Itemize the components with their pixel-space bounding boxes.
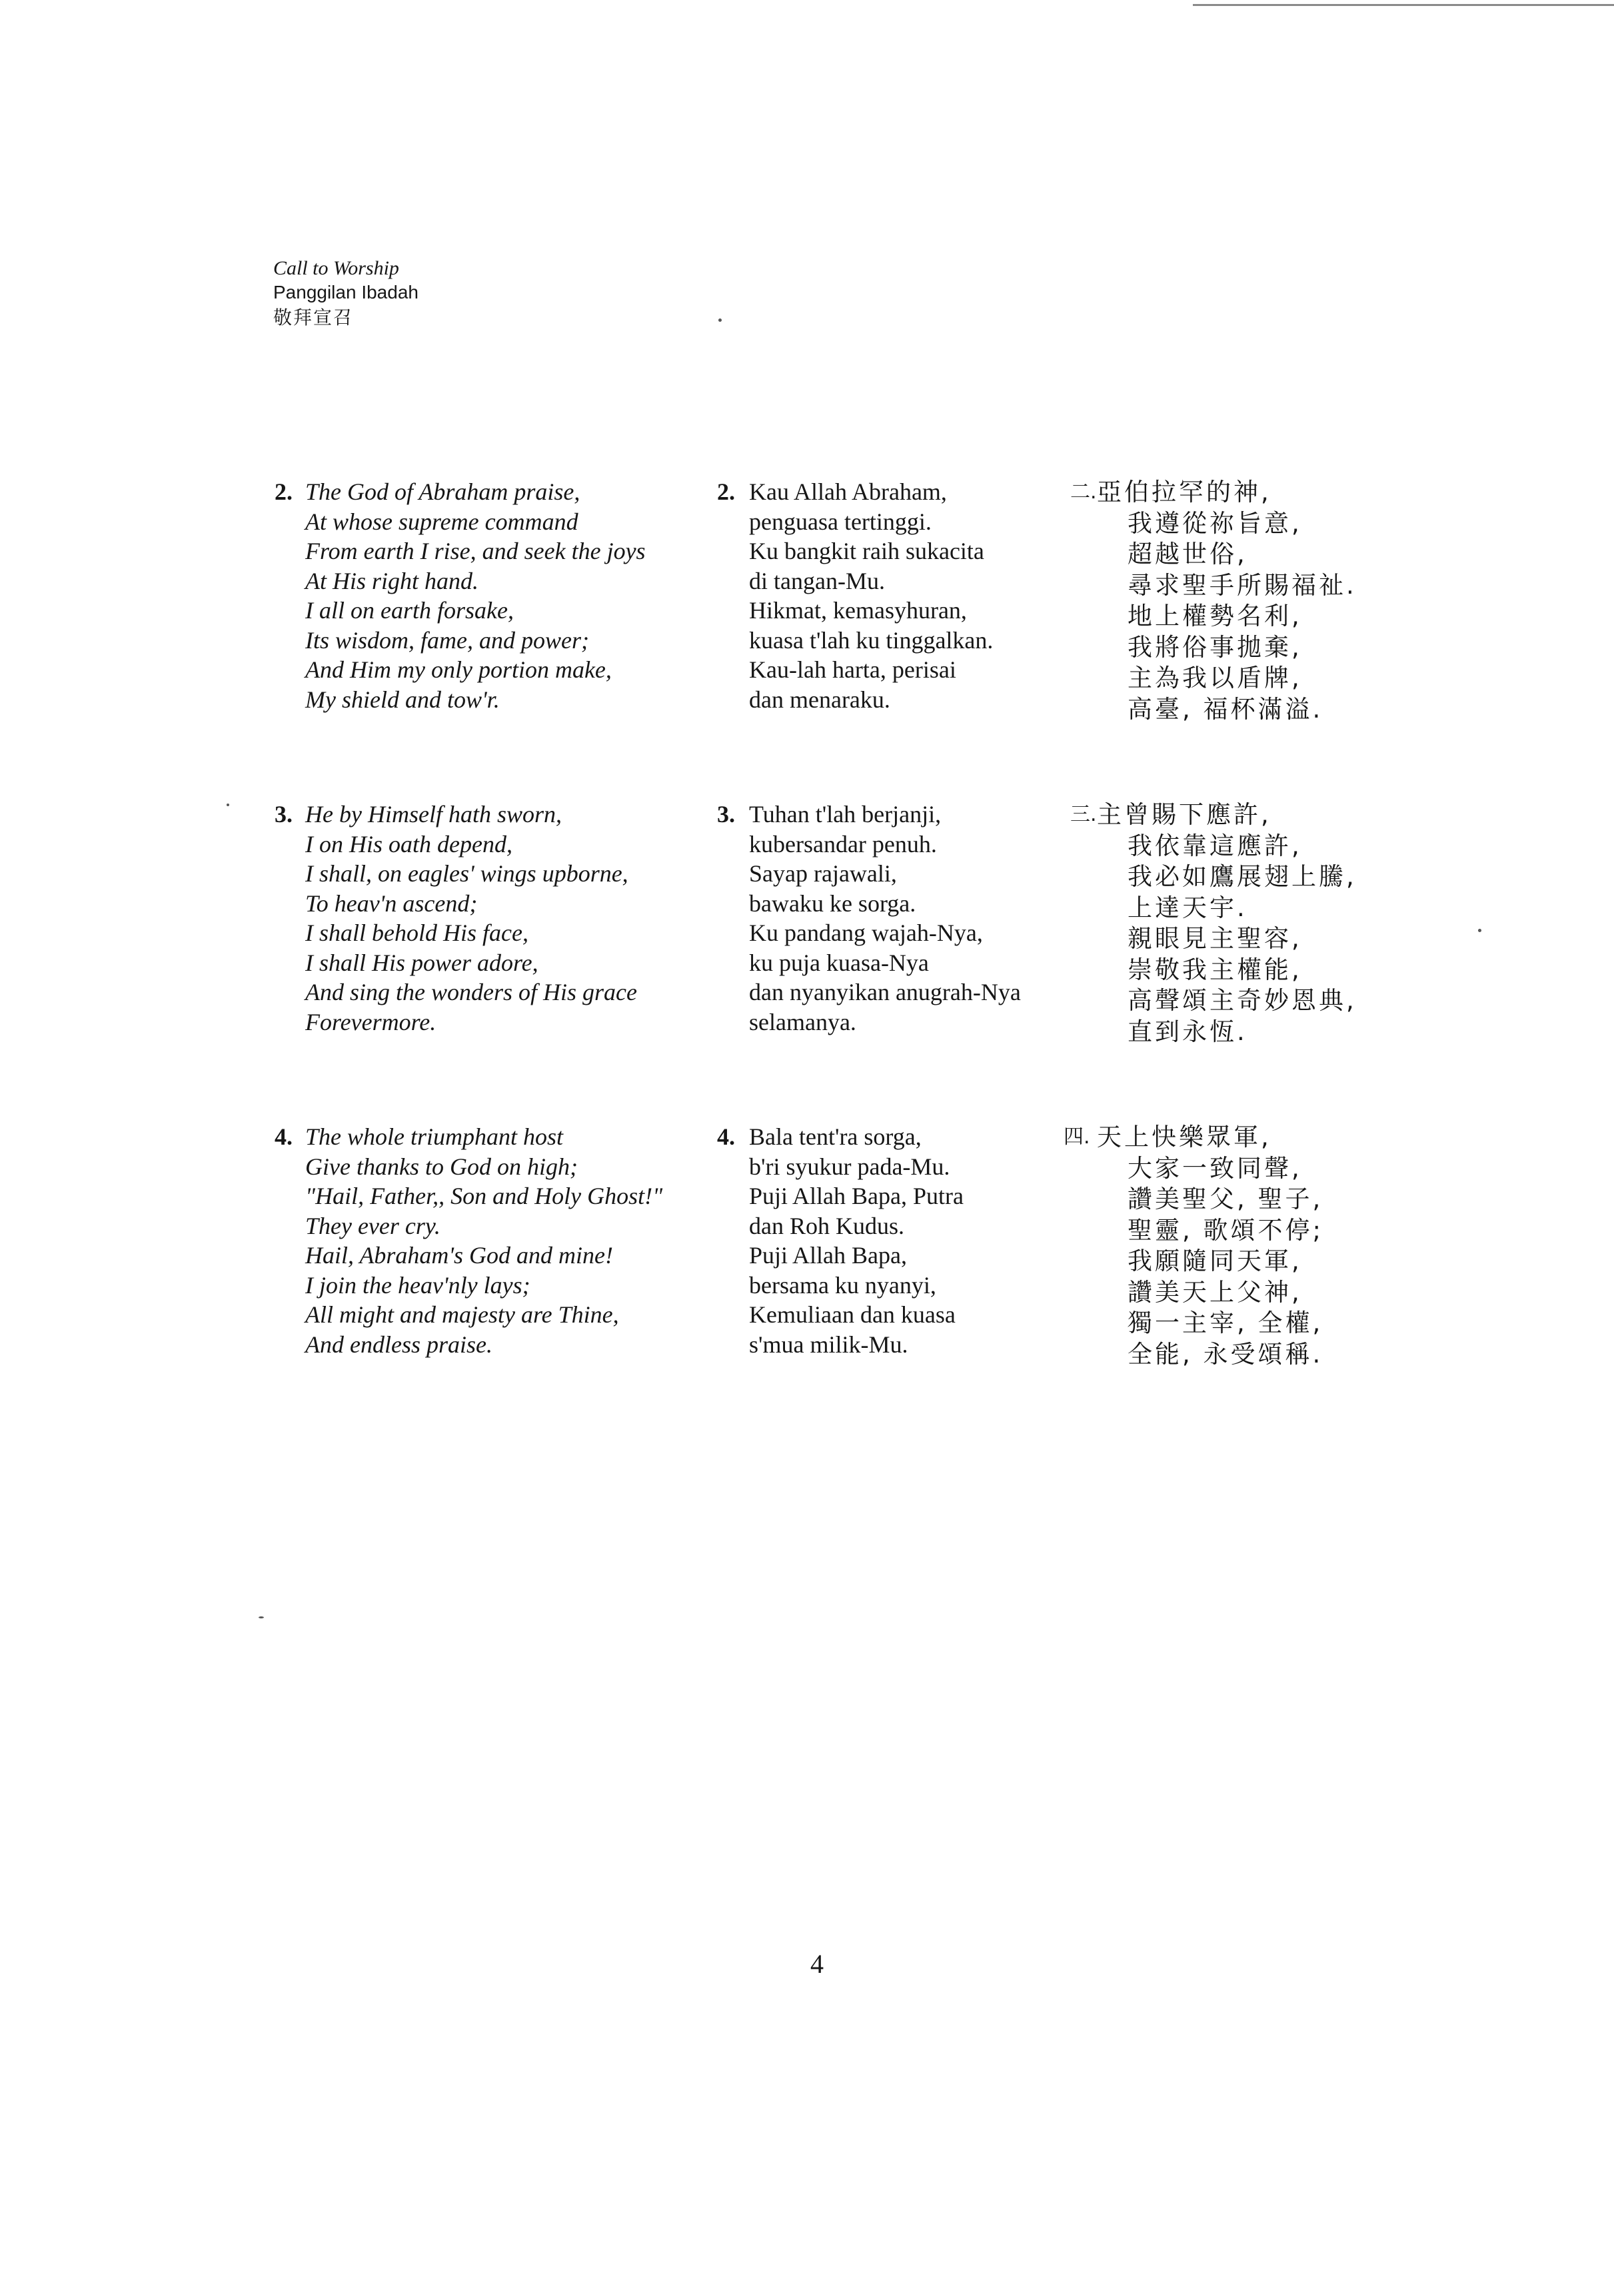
lyric-line: 獨一主宰, 全權,	[1128, 1309, 1323, 1337]
lyric-line: Kau Allah Abraham,	[749, 478, 947, 505]
lyric-line: 聖靈, 歌頌不停;	[1128, 1215, 1323, 1245]
lyric-line: 我將俗事拋棄,	[1128, 632, 1302, 662]
lyric-line: From earth I rise, and seek the joys	[305, 538, 646, 564]
scan-speck	[227, 804, 229, 806]
lyric-line: I shall, on eagles' wings upborne,	[305, 860, 628, 887]
lyric-line: To heav'n ascend;	[305, 889, 478, 917]
lyric-line: 直到永恆.	[1128, 1017, 1247, 1046]
lyric-line: Forevermore.	[305, 1008, 436, 1035]
lyric-line: 我遵從祢旨意,	[1128, 508, 1302, 538]
lyric-line: My shield and tow'r.	[305, 686, 500, 713]
section-title-english: Call to Worship	[273, 257, 399, 279]
lyric-line: 親眼見主聖容,	[1128, 924, 1302, 953]
lyric-line: selamanya.	[749, 1008, 856, 1035]
scan-speck	[718, 318, 722, 322]
lyric-line: 全能, 永受頌稱.	[1128, 1339, 1323, 1369]
lyric-line: 我依靠這應許,	[1128, 831, 1302, 860]
lyric-line: I on His oath depend,	[305, 830, 512, 858]
lyric-line: He by Himself hath sworn,	[305, 801, 562, 828]
lyric-line: dan Roh Kudus.	[749, 1212, 904, 1239]
lyric-line: Tuhan t'lah berjanji,	[749, 801, 942, 828]
lyric-line: 高臺, 福杯滿溢.	[1128, 694, 1323, 724]
lyric-line: ku puja kuasa-Nya	[749, 949, 929, 976]
lyric-line: 讚美聖父, 聖子,	[1128, 1185, 1323, 1213]
lyric-line: 我願隨同天軍,	[1128, 1247, 1302, 1275]
verse-chinese-text	[1097, 800, 1357, 1047]
lyric-line: I join the heav'nly lays;	[305, 1271, 530, 1299]
lyric-line: kuasa t'lah ku tinggalkan.	[749, 626, 994, 654]
verse-number-chinese: 二.	[1070, 480, 1097, 504]
lyric-line: 超越世俗,	[1128, 540, 1247, 568]
lyric-line: "Hail, Father,, Son and Holy Ghost!"	[305, 1183, 663, 1209]
lyric-line: Puji Allah Bapa, Putra	[749, 1183, 964, 1209]
lyric-line: 主為我以盾牌,	[1128, 664, 1302, 692]
lyric-line: And Him my only portion make,	[305, 656, 612, 683]
lyric-line: Sayap rajawali,	[749, 860, 897, 887]
verse-english-text	[305, 800, 637, 1037]
lyric-line: I shall His power adore,	[305, 949, 538, 976]
lyric-line: Ku pandang wajah-Nya,	[749, 919, 983, 946]
lyric-line: dan menaraku.	[749, 686, 890, 713]
verse-number-english: 3.	[275, 801, 293, 828]
verse-chinese-text	[1097, 477, 1357, 725]
lyric-line: 亞伯拉罕的神,	[1097, 478, 1271, 506]
section-header	[273, 257, 418, 331]
verse-number-indonesian: 3.	[717, 801, 735, 828]
lyric-line: 上達天宇.	[1128, 893, 1247, 922]
lyric-line: At His right hand.	[305, 567, 479, 594]
lyric-line: 尋求聖手所賜福祉.	[1128, 570, 1357, 600]
lyric-line: b'ri syukur pada-Mu.	[749, 1153, 950, 1180]
verse-number-indonesian: 2.	[717, 478, 735, 505]
section-title-indonesian: Panggilan Ibadah	[273, 282, 418, 302]
lyric-line: Hikmat, kemasyhuran,	[749, 597, 967, 624]
scan-speck	[1478, 929, 1481, 932]
lyric-line: And endless praise.	[305, 1331, 492, 1358]
lyric-line: All might and majesty are Thine,	[305, 1301, 619, 1328]
lyric-line: I all on earth forsake,	[305, 597, 514, 624]
lyric-line: And sing the wonders of His grace	[305, 979, 637, 1005]
verse-number-indonesian: 4.	[717, 1123, 735, 1150]
lyric-line: Its wisdom, fame, and power;	[305, 626, 589, 654]
verse-number-english: 4.	[275, 1123, 293, 1150]
lyric-line: At whose supreme command	[305, 508, 578, 535]
lyric-line: 讚美天上父神,	[1128, 1277, 1302, 1307]
lyric-line: di tangan-Mu.	[749, 567, 885, 594]
lyric-line: Kau-lah harta, perisai	[749, 656, 956, 683]
lyric-line: 崇敬我主權能,	[1128, 955, 1302, 984]
lyric-line: Give thanks to God on high;	[305, 1153, 578, 1180]
lyric-line: Puji Allah Bapa,	[749, 1242, 907, 1269]
verse-chinese-text	[1097, 1122, 1323, 1370]
lyric-line: 主曾賜下應許,	[1097, 800, 1271, 829]
scan-speck	[259, 1616, 264, 1618]
lyric-line: 高聲頌主奇妙恩典,	[1128, 986, 1357, 1015]
section-title-chinese: 敬拜宣召	[273, 306, 354, 328]
lyric-line: 地上權勢名利,	[1128, 602, 1302, 630]
verse-indonesian-text	[749, 477, 993, 714]
lyric-line: The whole triumphant host	[305, 1123, 564, 1150]
lyric-line: 天上快樂眾軍,	[1097, 1123, 1271, 1151]
lyric-line: Kemuliaan dan kuasa	[749, 1301, 956, 1328]
verse-indonesian-text	[749, 800, 1021, 1037]
top-edge-rule	[1193, 4, 1614, 6]
lyric-line: 大家一致同聲,	[1128, 1153, 1302, 1183]
lyric-line: They ever cry.	[305, 1212, 440, 1239]
verse-number-chinese: 三.	[1070, 803, 1097, 826]
lyric-line: Hail, Abraham's God and mine!	[305, 1242, 614, 1269]
lyric-line: s'mua milik-Mu.	[749, 1331, 908, 1358]
lyric-line: dan nyanyikan anugrah-Nya	[749, 979, 1021, 1005]
verse-indonesian-text	[749, 1122, 964, 1359]
lyric-line: bersama ku nyanyi,	[749, 1271, 936, 1299]
verse-number-chinese: 四.	[1064, 1125, 1090, 1149]
verse-english-text	[305, 1122, 662, 1359]
lyric-line: bawaku ke sorga.	[749, 889, 916, 917]
lyric-line: I shall behold His face,	[305, 919, 528, 946]
page-number: 4	[810, 1949, 824, 1979]
lyric-line: penguasa tertinggi.	[749, 508, 932, 535]
lyric-line: kubersandar penuh.	[749, 830, 937, 858]
lyric-line: 我必如鷹展翅上騰,	[1128, 862, 1357, 891]
verse-english-text	[305, 477, 646, 714]
lyric-line: Bala tent'ra sorga,	[749, 1123, 922, 1150]
lyric-line: The God of Abraham praise,	[305, 478, 580, 505]
lyric-line: Ku bangkit raih sukacita	[749, 538, 984, 564]
verse-number-english: 2.	[275, 478, 293, 505]
